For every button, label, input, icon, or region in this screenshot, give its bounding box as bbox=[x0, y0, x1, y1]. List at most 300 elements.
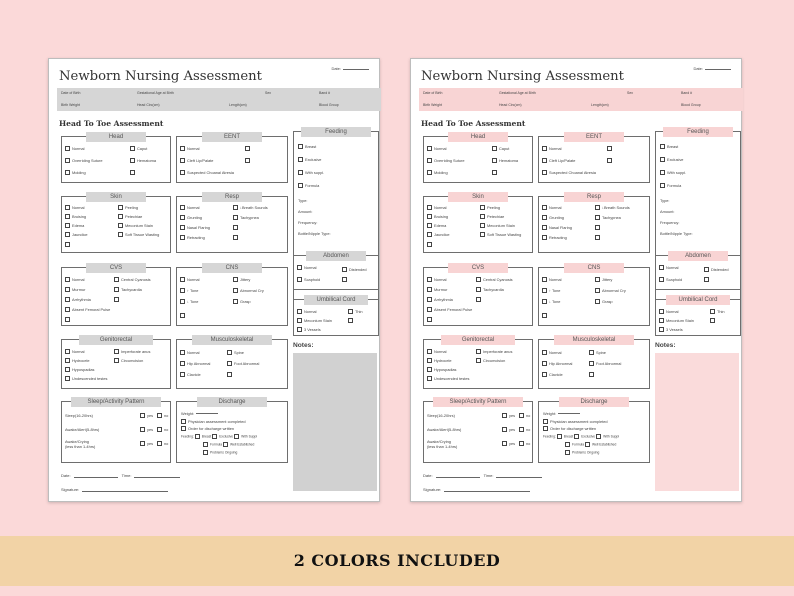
checkbox-icon[interactable] bbox=[233, 299, 238, 304]
checkbox-icon[interactable] bbox=[557, 434, 562, 439]
skin-soft-tissue-wasting-option[interactable]: Soft Tissue Wasting bbox=[118, 232, 159, 237]
checkbox-icon[interactable] bbox=[297, 318, 302, 323]
resp-breath-sounds-option[interactable]: ↓Breath Sounds bbox=[595, 205, 630, 210]
checkbox-icon[interactable] bbox=[65, 287, 70, 292]
resp-grunting-option[interactable]: Grunting bbox=[542, 215, 564, 220]
checkbox-icon[interactable] bbox=[659, 277, 664, 282]
musculo-hip-abnormal-option[interactable]: Hip Abnormal bbox=[542, 361, 572, 366]
checkbox-icon[interactable] bbox=[476, 277, 481, 282]
checkbox-icon[interactable] bbox=[157, 427, 162, 432]
checkbox-icon[interactable] bbox=[589, 361, 594, 366]
checkbox-icon[interactable] bbox=[502, 427, 507, 432]
checkbox-icon[interactable] bbox=[704, 277, 709, 282]
checkbox-icon[interactable] bbox=[227, 350, 232, 355]
checkbox-icon[interactable] bbox=[595, 205, 600, 210]
checkbox-icon[interactable] bbox=[659, 265, 664, 270]
checkbox-icon[interactable] bbox=[480, 214, 485, 219]
checkbox-icon[interactable] bbox=[180, 205, 185, 210]
cvs-arrhythmia-option[interactable]: Arrhythmia bbox=[65, 297, 91, 302]
umbilical-blank-option[interactable] bbox=[710, 318, 717, 323]
musculo-clavicle-option[interactable]: Clavicle bbox=[542, 372, 563, 377]
checkbox-icon[interactable] bbox=[595, 288, 600, 293]
checkbox-icon[interactable] bbox=[710, 318, 715, 323]
date-field[interactable]: Date: bbox=[693, 66, 731, 71]
umbilical-normal-option[interactable]: Normal bbox=[297, 309, 317, 314]
head-overriding-suture-option[interactable]: Overriding Suture bbox=[427, 158, 465, 163]
cns-increased-tone-option[interactable]: ↑ Tone bbox=[180, 288, 198, 293]
checkbox-icon[interactable] bbox=[543, 426, 548, 431]
head-normal-option[interactable]: Normal bbox=[427, 146, 447, 151]
eent-choanal-atresia-option[interactable]: Suspected Choanal Atresia bbox=[542, 170, 596, 175]
checkbox-icon[interactable] bbox=[180, 288, 185, 293]
resp-normal-option[interactable]: Normal bbox=[180, 205, 200, 210]
checkbox-icon[interactable] bbox=[203, 442, 208, 447]
resp-nasal-flaring-option[interactable]: Nasal Flaring bbox=[542, 225, 572, 230]
checkbox-icon[interactable] bbox=[427, 376, 432, 381]
checkbox-icon[interactable] bbox=[427, 297, 432, 302]
checkbox-icon[interactable] bbox=[502, 441, 507, 446]
checkbox-icon[interactable] bbox=[542, 299, 547, 304]
resp-normal-option[interactable]: Normal bbox=[542, 205, 562, 210]
checkbox-icon[interactable] bbox=[542, 205, 547, 210]
eent-normal-option[interactable]: Normal bbox=[542, 146, 562, 151]
checkbox-icon[interactable] bbox=[704, 267, 709, 272]
checkbox-icon[interactable] bbox=[195, 434, 200, 439]
resp-blank-option-2[interactable] bbox=[233, 235, 240, 240]
checkbox-icon[interactable] bbox=[595, 225, 600, 230]
resp-grunting-option[interactable]: Grunting bbox=[180, 215, 202, 220]
checkbox-icon[interactable] bbox=[180, 215, 185, 220]
musculo-foot-abnormal-option[interactable]: Foot Abnormal bbox=[227, 361, 259, 366]
checkbox-icon[interactable] bbox=[223, 442, 228, 447]
checkbox-icon[interactable] bbox=[180, 313, 185, 318]
checkbox-icon[interactable] bbox=[710, 309, 715, 314]
checkbox-icon[interactable] bbox=[65, 358, 70, 363]
checkbox-icon[interactable] bbox=[542, 215, 547, 220]
sleep-yes-option[interactable]: yes bbox=[140, 413, 153, 418]
abdomen-blank-option[interactable] bbox=[704, 277, 711, 282]
checkbox-icon[interactable] bbox=[180, 146, 185, 151]
feeding-formula-option[interactable]: Formula bbox=[298, 183, 319, 188]
checkbox-icon[interactable] bbox=[659, 309, 664, 314]
head-molding-option[interactable]: Molding bbox=[427, 170, 448, 175]
musculo-blank-option[interactable] bbox=[227, 372, 234, 377]
checkbox-icon[interactable] bbox=[233, 235, 238, 240]
checkbox-icon[interactable] bbox=[502, 413, 507, 418]
discharge-problems-ongoing-option[interactable]: Problems Ongoing bbox=[565, 450, 599, 455]
abdomen-scaphoid-option[interactable]: Scaphoid bbox=[297, 277, 320, 282]
checkbox-icon[interactable] bbox=[427, 367, 432, 372]
awake-crying-yes-option[interactable]: yes bbox=[140, 441, 153, 446]
feeding-breast-option[interactable]: Breast bbox=[660, 144, 678, 149]
resp-blank-option-1[interactable] bbox=[233, 225, 240, 230]
checkbox-icon[interactable] bbox=[65, 376, 70, 381]
genito-circumcision-option[interactable]: Circumcision bbox=[114, 358, 143, 363]
musculo-spine-option[interactable]: Spine bbox=[227, 350, 244, 355]
resp-retracting-option[interactable]: Retracting bbox=[180, 235, 205, 240]
feeding-with-suppl-option[interactable]: With suppl. bbox=[660, 170, 686, 175]
checkbox-icon[interactable] bbox=[427, 242, 432, 247]
umbilical-normal-option[interactable]: Normal bbox=[659, 309, 679, 314]
checkbox-icon[interactable] bbox=[660, 157, 665, 162]
checkbox-icon[interactable] bbox=[476, 349, 481, 354]
checkbox-icon[interactable] bbox=[157, 441, 162, 446]
checkbox-icon[interactable] bbox=[65, 297, 70, 302]
skin-jaundice-option[interactable]: Jaundice bbox=[65, 232, 88, 237]
checkbox-icon[interactable] bbox=[180, 225, 185, 230]
checkbox-icon[interactable] bbox=[212, 434, 217, 439]
umbilical-thin-option[interactable]: Thin bbox=[348, 309, 363, 314]
checkbox-icon[interactable] bbox=[65, 205, 70, 210]
musculo-clavicle-option[interactable]: Clavicle bbox=[180, 372, 201, 377]
genito-hypospadias-option[interactable]: Hypospadias bbox=[65, 367, 95, 372]
musculo-spine-option[interactable]: Spine bbox=[589, 350, 606, 355]
skin-meconium-stain-option[interactable]: Meconium Stain bbox=[480, 223, 515, 228]
checkbox-icon[interactable] bbox=[114, 349, 119, 354]
umbilical-3-vessels-option[interactable]: 3 Vessels bbox=[659, 327, 683, 332]
checkbox-icon[interactable] bbox=[427, 146, 432, 151]
checkbox-icon[interactable] bbox=[542, 235, 547, 240]
checkbox-icon[interactable] bbox=[342, 267, 347, 272]
checkbox-icon[interactable] bbox=[140, 427, 145, 432]
checkbox-icon[interactable] bbox=[427, 232, 432, 237]
checkbox-icon[interactable] bbox=[542, 288, 547, 293]
checkbox-icon[interactable] bbox=[607, 146, 612, 151]
checkbox-icon[interactable] bbox=[476, 297, 481, 302]
checkbox-icon[interactable] bbox=[233, 288, 238, 293]
resp-blank-option-1[interactable] bbox=[595, 225, 602, 230]
musculo-normal-option[interactable]: Normal bbox=[542, 350, 562, 355]
cns-jittery-option[interactable]: Jittery bbox=[595, 277, 612, 282]
checkbox-icon[interactable] bbox=[65, 146, 70, 151]
cvs-normal-option[interactable]: Normal bbox=[65, 277, 85, 282]
cns-abnormal-cry-option[interactable]: Abnormal Cry bbox=[233, 288, 264, 293]
checkbox-icon[interactable] bbox=[65, 223, 70, 228]
checkbox-icon[interactable] bbox=[427, 170, 432, 175]
awake-alert-yes-option[interactable]: yes bbox=[140, 427, 153, 432]
cns-blank-option[interactable] bbox=[542, 313, 549, 318]
cns-decreased-tone-option[interactable]: ↓ Tone bbox=[180, 299, 198, 304]
checkbox-icon[interactable] bbox=[480, 205, 485, 210]
checkbox-icon[interactable] bbox=[542, 350, 547, 355]
skin-soft-tissue-wasting-option[interactable]: Soft Tissue Wasting bbox=[480, 232, 521, 237]
musculo-hip-abnormal-option[interactable]: Hip Abnormal bbox=[180, 361, 210, 366]
cvs-tachycardia-option[interactable]: Tachycardia bbox=[476, 287, 504, 292]
cns-grasp-option[interactable]: Grasp bbox=[233, 299, 251, 304]
discharge-physician-assessment-option[interactable]: Physician assessment completed bbox=[543, 419, 608, 424]
checkbox-icon[interactable] bbox=[180, 170, 185, 175]
checkbox-icon[interactable] bbox=[130, 170, 135, 175]
checkbox-icon[interactable] bbox=[114, 287, 119, 292]
skin-edema-option[interactable]: Edema bbox=[427, 223, 446, 228]
checkbox-icon[interactable] bbox=[542, 225, 547, 230]
notes-area[interactable] bbox=[293, 353, 377, 491]
checkbox-icon[interactable] bbox=[203, 450, 208, 455]
cvs-blank-option[interactable] bbox=[476, 297, 483, 302]
abdomen-normal-option[interactable]: Normal bbox=[297, 265, 317, 270]
head-molding-option[interactable]: Molding bbox=[65, 170, 86, 175]
checkbox-icon[interactable] bbox=[180, 277, 185, 282]
checkbox-icon[interactable] bbox=[65, 367, 70, 372]
cns-increased-tone-option[interactable]: ↑ Tone bbox=[542, 288, 560, 293]
checkbox-icon[interactable] bbox=[245, 158, 250, 163]
checkbox-icon[interactable] bbox=[348, 318, 353, 323]
checkbox-icon[interactable] bbox=[595, 215, 600, 220]
feeding-bottle-type-field[interactable]: Bottle/Nipple Type: bbox=[660, 231, 693, 236]
feeding-frequency-field[interactable]: Frequency: bbox=[298, 220, 318, 225]
checkbox-icon[interactable] bbox=[492, 170, 497, 175]
checkbox-icon[interactable] bbox=[65, 170, 70, 175]
genito-hypospadias-option[interactable]: Hypospadias bbox=[427, 367, 457, 372]
checkbox-icon[interactable] bbox=[118, 223, 123, 228]
checkbox-icon[interactable] bbox=[180, 158, 185, 163]
awake-alert-no-option[interactable]: no bbox=[519, 427, 530, 432]
awake-crying-no-option[interactable]: no bbox=[157, 441, 168, 446]
checkbox-icon[interactable] bbox=[427, 223, 432, 228]
cns-blank-option[interactable] bbox=[180, 313, 187, 318]
skin-petechiae-option[interactable]: Petechiae bbox=[118, 214, 142, 219]
cns-abnormal-cry-option[interactable]: Abnormal Cry bbox=[595, 288, 626, 293]
checkbox-icon[interactable] bbox=[595, 277, 600, 282]
checkbox-icon[interactable] bbox=[181, 426, 186, 431]
checkbox-icon[interactable] bbox=[180, 299, 185, 304]
awake-alert-yes-option[interactable]: yes bbox=[502, 427, 515, 432]
abdomen-distended-option[interactable]: Distended bbox=[342, 267, 367, 272]
checkbox-icon[interactable] bbox=[427, 214, 432, 219]
checkbox-icon[interactable] bbox=[659, 318, 664, 323]
checkbox-icon[interactable] bbox=[118, 232, 123, 237]
skin-normal-option[interactable]: Normal bbox=[65, 205, 85, 210]
feeding-amount-field[interactable]: Amount: bbox=[298, 209, 313, 214]
eent-normal-option[interactable]: Normal bbox=[180, 146, 200, 151]
cvs-central-cyanosis-option[interactable]: Central Cyanosis bbox=[114, 277, 151, 282]
eent-blank-option-1[interactable] bbox=[607, 146, 614, 151]
sleep-yes-option[interactable]: yes bbox=[502, 413, 515, 418]
checkbox-icon[interactable] bbox=[589, 372, 594, 377]
checkbox-icon[interactable] bbox=[492, 158, 497, 163]
checkbox-icon[interactable] bbox=[519, 441, 524, 446]
discharge-weight-field[interactable]: Weight: bbox=[543, 411, 580, 416]
head-hematoma-option[interactable]: Hematoma bbox=[130, 158, 156, 163]
checkbox-icon[interactable] bbox=[65, 232, 70, 237]
feeding-frequency-field[interactable]: Frequency: bbox=[660, 220, 680, 225]
checkbox-icon[interactable] bbox=[233, 277, 238, 282]
checkbox-icon[interactable] bbox=[476, 287, 481, 292]
checkbox-icon[interactable] bbox=[565, 450, 570, 455]
checkbox-icon[interactable] bbox=[140, 441, 145, 446]
feeding-amount-field[interactable]: Amount: bbox=[660, 209, 675, 214]
head-hematoma-option[interactable]: Hematoma bbox=[492, 158, 518, 163]
resp-tachypnea-option[interactable]: Tachypnea bbox=[595, 215, 621, 220]
checkbox-icon[interactable] bbox=[348, 309, 353, 314]
skin-petechiae-option[interactable]: Petechiae bbox=[480, 214, 504, 219]
skin-edema-option[interactable]: Edema bbox=[65, 223, 84, 228]
umbilical-thin-option[interactable]: Thin bbox=[710, 309, 725, 314]
awake-crying-no-option[interactable]: no bbox=[519, 441, 530, 446]
feeding-exclusive-option[interactable]: Exclusive bbox=[298, 157, 321, 162]
head-blank-option[interactable] bbox=[492, 170, 499, 175]
eent-blank-option-2[interactable] bbox=[607, 158, 614, 163]
eent-blank-option-1[interactable] bbox=[245, 146, 252, 151]
checkbox-icon[interactable] bbox=[65, 277, 70, 282]
cvs-blank-option-2[interactable] bbox=[427, 317, 434, 322]
abdomen-distended-option[interactable]: Distended bbox=[704, 267, 729, 272]
skin-blank-option[interactable] bbox=[65, 242, 72, 247]
cns-grasp-option[interactable]: Grasp bbox=[595, 299, 613, 304]
checkbox-icon[interactable] bbox=[233, 205, 238, 210]
checkbox-icon[interactable] bbox=[342, 277, 347, 282]
musculo-foot-abnormal-option[interactable]: Foot Abnormal bbox=[589, 361, 621, 366]
checkbox-icon[interactable] bbox=[427, 358, 432, 363]
checkbox-icon[interactable] bbox=[543, 419, 548, 424]
checkbox-icon[interactable] bbox=[660, 183, 665, 188]
abdomen-blank-option[interactable] bbox=[342, 277, 349, 282]
feeding-breast-option[interactable]: Breast bbox=[298, 144, 316, 149]
checkbox-icon[interactable] bbox=[660, 170, 665, 175]
discharge-weight-field[interactable]: Weight: bbox=[181, 411, 218, 416]
checkbox-icon[interactable] bbox=[519, 413, 524, 418]
checkbox-icon[interactable] bbox=[476, 358, 481, 363]
footer-signature[interactable]: Signature: bbox=[61, 487, 171, 492]
eent-blank-option-2[interactable] bbox=[245, 158, 252, 163]
checkbox-icon[interactable] bbox=[118, 205, 123, 210]
genito-normal-option[interactable]: Normal bbox=[65, 349, 85, 354]
cvs-normal-option[interactable]: Normal bbox=[427, 277, 447, 282]
checkbox-icon[interactable] bbox=[65, 349, 70, 354]
checkbox-icon[interactable] bbox=[480, 232, 485, 237]
cns-normal-option[interactable]: Normal bbox=[180, 277, 200, 282]
checkbox-icon[interactable] bbox=[65, 307, 70, 312]
resp-breath-sounds-option[interactable]: ↓Breath Sounds bbox=[233, 205, 268, 210]
genito-hydrocele-option[interactable]: Hydrocele bbox=[65, 358, 90, 363]
feeding-type-field[interactable]: Type: bbox=[660, 198, 670, 203]
checkbox-icon[interactable] bbox=[298, 157, 303, 162]
checkbox-icon[interactable] bbox=[180, 372, 185, 377]
checkbox-icon[interactable] bbox=[65, 158, 70, 163]
footer-signature[interactable]: Signature: bbox=[423, 487, 533, 492]
umbilical-3-vessels-option[interactable]: 3 Vessels bbox=[297, 327, 321, 332]
sleep-no-option[interactable]: no bbox=[157, 413, 168, 418]
resp-retracting-option[interactable]: Retracting bbox=[542, 235, 567, 240]
checkbox-icon[interactable] bbox=[130, 146, 135, 151]
cvs-central-cyanosis-option[interactable]: Central Cyanosis bbox=[476, 277, 513, 282]
notes-area[interactable] bbox=[655, 353, 739, 491]
checkbox-icon[interactable] bbox=[297, 327, 302, 332]
genito-imperforate-anus-option[interactable]: Imperforate anus bbox=[476, 349, 512, 354]
checkbox-icon[interactable] bbox=[480, 223, 485, 228]
checkbox-icon[interactable] bbox=[542, 146, 547, 151]
checkbox-icon[interactable] bbox=[157, 413, 162, 418]
checkbox-icon[interactable] bbox=[233, 215, 238, 220]
genito-undescended-testes-option[interactable]: Undescended testes bbox=[65, 376, 107, 381]
discharge-order-written-option[interactable]: Order for discharge written bbox=[543, 426, 596, 431]
checkbox-icon[interactable] bbox=[542, 361, 547, 366]
umbilical-blank-option[interactable] bbox=[348, 318, 355, 323]
genito-undescended-testes-option[interactable]: Undescended testes bbox=[427, 376, 469, 381]
feeding-bottle-type-field[interactable]: Bottle/Nipple Type: bbox=[298, 231, 331, 236]
resp-nasal-flaring-option[interactable]: Nasal Flaring bbox=[180, 225, 210, 230]
checkbox-icon[interactable] bbox=[595, 299, 600, 304]
umbilical-meconium-stain-option[interactable]: Meconium Stain bbox=[297, 318, 332, 323]
checkbox-icon[interactable] bbox=[427, 158, 432, 163]
skin-bruising-option[interactable]: Bruising bbox=[65, 214, 86, 219]
checkbox-icon[interactable] bbox=[565, 442, 570, 447]
checkbox-icon[interactable] bbox=[542, 372, 547, 377]
checkbox-icon[interactable] bbox=[233, 225, 238, 230]
checkbox-icon[interactable] bbox=[65, 317, 70, 322]
head-caput-option[interactable]: Caput bbox=[492, 146, 509, 151]
skin-peeling-option[interactable]: Peeling bbox=[118, 205, 138, 210]
skin-meconium-stain-option[interactable]: Meconium Stain bbox=[118, 223, 153, 228]
footer-date-time[interactable]: Date: Time: bbox=[61, 473, 183, 478]
musculo-normal-option[interactable]: Normal bbox=[180, 350, 200, 355]
head-overriding-suture-option[interactable]: Overriding Suture bbox=[65, 158, 103, 163]
cvs-tachycardia-option[interactable]: Tachycardia bbox=[114, 287, 142, 292]
genito-imperforate-anus-option[interactable]: Imperforate anus bbox=[114, 349, 150, 354]
checkbox-icon[interactable] bbox=[542, 170, 547, 175]
resp-blank-option-2[interactable] bbox=[595, 235, 602, 240]
feeding-formula-option[interactable]: Formula bbox=[660, 183, 681, 188]
abdomen-normal-option[interactable]: Normal bbox=[659, 265, 679, 270]
checkbox-icon[interactable] bbox=[130, 158, 135, 163]
abdomen-scaphoid-option[interactable]: Scaphoid bbox=[659, 277, 682, 282]
checkbox-icon[interactable] bbox=[118, 214, 123, 219]
eent-cleft-lip-option[interactable]: Cleft Lip/Palate bbox=[542, 158, 575, 163]
feeding-type-field[interactable]: Type: bbox=[298, 198, 308, 203]
checkbox-icon[interactable] bbox=[659, 327, 664, 332]
checkbox-icon[interactable] bbox=[427, 205, 432, 210]
skin-bruising-option[interactable]: Bruising bbox=[427, 214, 448, 219]
cns-normal-option[interactable]: Normal bbox=[542, 277, 562, 282]
head-normal-option[interactable]: Normal bbox=[65, 146, 85, 151]
genito-circumcision-option[interactable]: Circumcision bbox=[476, 358, 505, 363]
awake-crying-yes-option[interactable]: yes bbox=[502, 441, 515, 446]
checkbox-icon[interactable] bbox=[519, 427, 524, 432]
cvs-arrhythmia-option[interactable]: Arrhythmia bbox=[427, 297, 453, 302]
checkbox-icon[interactable] bbox=[245, 146, 250, 151]
checkbox-icon[interactable] bbox=[427, 307, 432, 312]
checkbox-icon[interactable] bbox=[297, 277, 302, 282]
head-caput-option[interactable]: Caput bbox=[130, 146, 147, 151]
checkbox-icon[interactable] bbox=[427, 349, 432, 354]
checkbox-icon[interactable] bbox=[427, 287, 432, 292]
discharge-order-written-option[interactable]: Order for discharge written bbox=[181, 426, 234, 431]
eent-cleft-lip-option[interactable]: Cleft Lip/Palate bbox=[180, 158, 213, 163]
checkbox-icon[interactable] bbox=[596, 434, 601, 439]
checkbox-icon[interactable] bbox=[297, 265, 302, 270]
checkbox-icon[interactable] bbox=[65, 214, 70, 219]
checkbox-icon[interactable] bbox=[542, 277, 547, 282]
umbilical-meconium-stain-option[interactable]: Meconium Stain bbox=[659, 318, 694, 323]
skin-normal-option[interactable]: Normal bbox=[427, 205, 447, 210]
checkbox-icon[interactable] bbox=[607, 158, 612, 163]
cvs-blank-option[interactable] bbox=[114, 297, 121, 302]
cvs-blank-option-2[interactable] bbox=[65, 317, 72, 322]
cvs-absent-femoral-pulse-option[interactable]: Absent Femoral Pulse bbox=[65, 307, 110, 312]
checkbox-icon[interactable] bbox=[140, 413, 145, 418]
checkbox-icon[interactable] bbox=[227, 361, 232, 366]
checkbox-icon[interactable] bbox=[65, 242, 70, 247]
checkbox-icon[interactable] bbox=[595, 235, 600, 240]
checkbox-icon[interactable] bbox=[180, 235, 185, 240]
skin-peeling-option[interactable]: Peeling bbox=[480, 205, 500, 210]
checkbox-icon[interactable] bbox=[574, 434, 579, 439]
checkbox-icon[interactable] bbox=[114, 297, 119, 302]
cvs-absent-femoral-pulse-option[interactable]: Absent Femoral Pulse bbox=[427, 307, 472, 312]
head-blank-option[interactable] bbox=[130, 170, 137, 175]
discharge-physician-assessment-option[interactable]: Physician assessment completed bbox=[181, 419, 246, 424]
feeding-with-suppl-option[interactable]: With suppl. bbox=[298, 170, 324, 175]
